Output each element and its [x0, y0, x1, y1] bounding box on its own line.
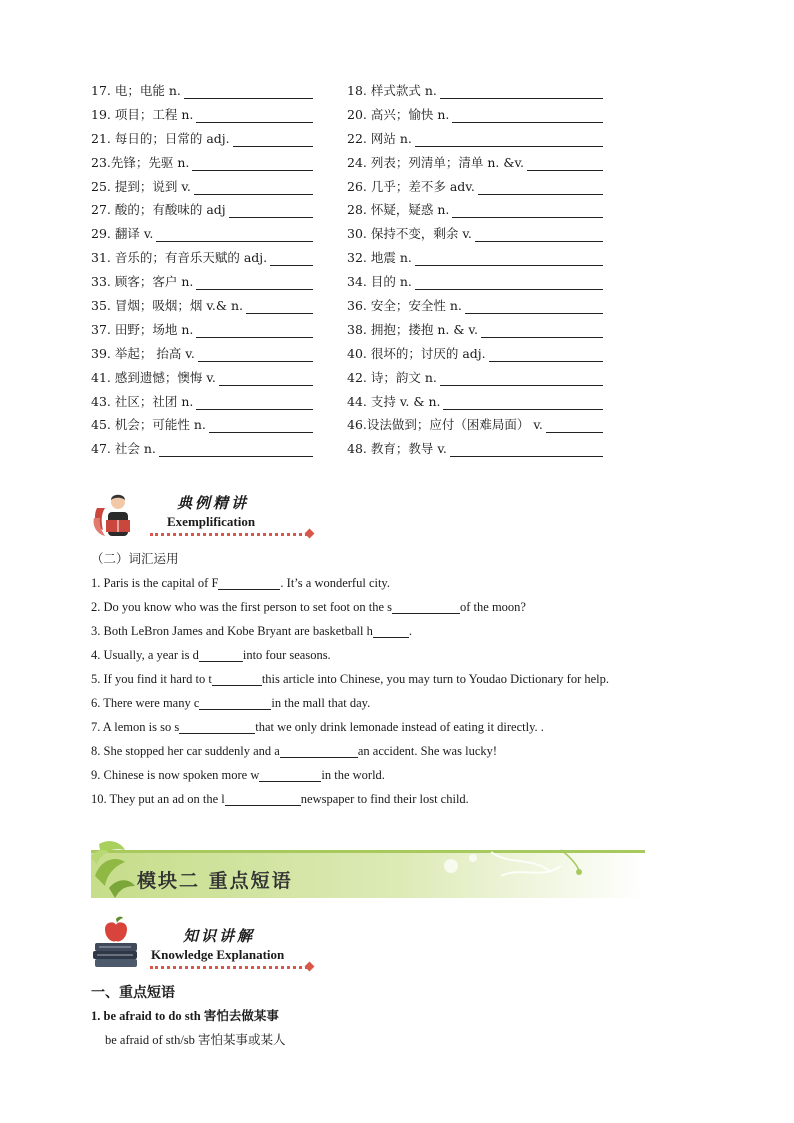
vocab-prompt: 37. 田野；场地 n.: [91, 321, 194, 337]
answer-blank[interactable]: [373, 625, 409, 638]
key-phrases-title: 一、重点短语: [91, 985, 175, 1001]
answer-blank[interactable]: [259, 769, 321, 782]
vocab-item: [347, 224, 637, 242]
answer-blank[interactable]: [270, 253, 313, 266]
vocab-prompt: 25. 提到；说到 v.: [91, 178, 191, 194]
vocab-row: [91, 245, 651, 269]
vocab-item: [91, 177, 347, 195]
vocab-prompt: 17. 电；电能 n.: [91, 82, 181, 98]
vocab-row: [91, 341, 651, 365]
knowledge-title-en: Knowledge Explanation: [151, 947, 285, 962]
vocab-row: [91, 197, 651, 221]
answer-blank[interactable]: [196, 325, 313, 338]
vocab-item: [347, 415, 637, 433]
vocab-prompt: 46.设法做到；应付（困难局面） v.: [347, 417, 543, 433]
vocab-item: [347, 344, 637, 362]
exercise-item: [91, 739, 609, 763]
answer-blank[interactable]: [198, 349, 313, 362]
exercise-text-after: .: [408, 623, 412, 638]
answer-blank[interactable]: [209, 420, 313, 433]
exercise-text-before: 9. Chinese is now spoken more w: [91, 767, 260, 782]
vocab-row: [91, 221, 651, 245]
answer-blank[interactable]: [452, 110, 603, 123]
vocab-prompt: 22. 网站 n.: [347, 130, 412, 146]
vocab-prompt: 27. 酸的；有酸味的 adj: [91, 202, 226, 218]
vocab-item: [347, 200, 637, 218]
exercise-text-after: that we only drink lemonade instead of eating it directly. .: [255, 719, 544, 734]
answer-blank[interactable]: [392, 601, 460, 614]
answer-blank[interactable]: [489, 349, 603, 362]
exercise-text-after: into four seasons.: [242, 647, 331, 662]
answer-blank[interactable]: [443, 397, 603, 410]
vocab-item: [91, 392, 347, 410]
exercise-item: [91, 787, 609, 811]
vocab-prompt: 43. 社区；社团 n.: [91, 393, 194, 409]
vocab-item: [91, 344, 347, 362]
answer-blank[interactable]: [481, 325, 603, 338]
vocab-prompt: 38. 拥抱；搂抱 n. & v.: [347, 321, 478, 337]
exercise-item: [91, 691, 609, 715]
module-banner: [91, 836, 645, 904]
vocab-item: [91, 153, 347, 171]
vocab-item: [347, 392, 637, 410]
answer-blank[interactable]: [415, 253, 603, 266]
answer-blank[interactable]: [527, 158, 603, 171]
answer-blank[interactable]: [196, 110, 313, 123]
vocab-item: [347, 439, 637, 457]
exercise-text-after: newspaper to find their lost child.: [300, 791, 469, 806]
exercise-text-after: in the world.: [321, 767, 385, 782]
vocab-prompt: 29. 翻译 v.: [91, 226, 154, 242]
answer-blank[interactable]: [179, 721, 255, 734]
vocab-row: [91, 126, 651, 150]
vocab-prompt: 30. 保持不变，剩余 v.: [347, 226, 472, 242]
vocab-prompt: 48. 教育；教导 v.: [347, 441, 447, 457]
answer-blank[interactable]: [219, 373, 313, 386]
answer-blank[interactable]: [233, 134, 313, 147]
vocab-row: [91, 174, 651, 198]
vocab-row: [91, 389, 651, 413]
exercise-text-after: this article into Chinese, you may turn to Youdao Dictionary for help.: [261, 671, 609, 686]
apple-books-icon: [91, 915, 141, 970]
vocab-item: [91, 200, 347, 218]
answer-blank[interactable]: [225, 793, 301, 806]
answer-blank[interactable]: [465, 301, 603, 314]
vocab-item: [347, 248, 637, 266]
exercise-text-before: 3. Both LeBron James and Kobe Bryant are basketball h: [91, 623, 373, 638]
exercise-text-after: an accident. She was lucky!: [357, 743, 498, 758]
answer-blank[interactable]: [478, 182, 603, 195]
vocab-item: [347, 272, 637, 290]
vocab-prompt: 42. 诗；韵文 n.: [347, 369, 437, 385]
answer-blank[interactable]: [475, 229, 603, 242]
answer-blank[interactable]: [450, 444, 603, 457]
answer-blank[interactable]: [156, 229, 313, 242]
vocab-item: [347, 81, 637, 99]
vocab-item: [347, 129, 637, 147]
exercise-item: [91, 667, 609, 691]
vocab-item: [347, 153, 637, 171]
vocab-item: [347, 368, 637, 386]
vocab-prompt: 32. 地震 n.: [347, 250, 412, 266]
vocab-prompt: 28. 怀疑，疑惑 n.: [347, 202, 450, 218]
vocab-prompt: 21. 每日的；日常的 adj.: [91, 130, 230, 146]
vocab-prompt: 33. 顾客；客户 n.: [91, 274, 194, 290]
answer-blank[interactable]: [192, 158, 313, 171]
exercise-text-after: . It’s a wonderful city.: [280, 575, 390, 590]
vocab-item: [91, 439, 347, 457]
vocab-prompt: 34. 目的 n.: [347, 274, 412, 290]
answer-blank[interactable]: [196, 277, 313, 290]
answer-blank[interactable]: [194, 182, 313, 195]
answer-blank[interactable]: [415, 134, 603, 147]
answer-blank[interactable]: [184, 86, 313, 99]
answer-blank[interactable]: [199, 697, 271, 710]
vocab-prompt: 18. 样式款式 n.: [347, 82, 437, 98]
exercise-text-before: 4. Usually, a year is d: [91, 647, 199, 662]
vocab-prompt: 31. 音乐的；有音乐天赋的 adj.: [91, 250, 268, 266]
vocab-row: [91, 365, 651, 389]
vocab-item: [91, 272, 347, 290]
answer-blank[interactable]: [159, 444, 313, 457]
exercise-text-before: 6. There were many c: [91, 695, 200, 710]
exercise-text-before: 7. A lemon is so s: [91, 719, 180, 734]
exercise-text-after: in the mall that day.: [271, 695, 371, 710]
answer-blank[interactable]: [440, 86, 603, 99]
vocab-item: [91, 368, 347, 386]
answer-blank[interactable]: [440, 373, 603, 386]
answer-blank[interactable]: [280, 745, 358, 758]
vocab-row: [91, 78, 651, 102]
vocab-item: [91, 105, 347, 123]
vocab-row: [91, 412, 651, 436]
vocab-prompt: 19. 项目；工程 n.: [91, 106, 194, 122]
vocab-prompt: 44. 支持 v. & n.: [347, 393, 441, 409]
vocab-prompt: 20. 高兴；愉快 n.: [347, 106, 450, 122]
vocab-item: [91, 296, 347, 314]
vocab-item: [91, 224, 347, 242]
vocab-prompt: 39. 举起； 抬高 v.: [91, 345, 195, 361]
answer-blank[interactable]: [218, 577, 280, 590]
vocab-row: [91, 102, 651, 126]
reader-person-icon: [91, 490, 139, 540]
vocab-row: [91, 317, 651, 341]
exercise-item: [91, 643, 609, 667]
vocab-item: [91, 320, 347, 338]
vocab-prompt: 36. 安全；安全性 n.: [347, 297, 462, 313]
exercise-text-before: 2. Do you know who was the first person to set foot on the s: [91, 599, 393, 614]
vocab-item: [91, 81, 347, 99]
exercise-text-after: of the moon?: [460, 599, 526, 614]
exercise-item: [91, 595, 609, 619]
vocab-item: [347, 177, 637, 195]
vocab-item: [91, 415, 347, 433]
answer-blank[interactable]: [212, 673, 262, 686]
answer-blank[interactable]: [546, 420, 603, 433]
vocab-grid: [91, 78, 651, 460]
vocab-prompt: 24. 列表；列清单；清单 n. &v.: [347, 154, 525, 170]
vocab-item: [347, 105, 637, 123]
vocab-row: [91, 293, 651, 317]
vocab-row: [91, 269, 651, 293]
exercise-item: [91, 763, 609, 787]
vocab-prompt: 40. 很坏的；讨厌的 adj.: [347, 345, 486, 361]
vocab-item: [347, 296, 637, 314]
exercise-item: [91, 715, 609, 739]
vocab-prompt: 45. 机会；可能性 n.: [91, 417, 206, 433]
answer-blank[interactable]: [196, 397, 313, 410]
answer-blank[interactable]: [199, 649, 243, 662]
knowledge-divider: [150, 966, 308, 969]
vocab-prompt: 47. 社会 n.: [91, 441, 156, 457]
answer-blank[interactable]: [229, 205, 313, 218]
vocab-prompt: 41. 感到遗憾；懊悔 v.: [91, 369, 216, 385]
vocab-item: [91, 248, 347, 266]
exercise-text-before: 8. She stopped her car suddenly and a: [91, 743, 280, 758]
exercise-text-before: 5. If you find it hard to t: [91, 671, 212, 686]
exercise-list: [91, 571, 609, 811]
exemplification-title-cn: 典例精讲: [177, 494, 250, 512]
answer-blank[interactable]: [415, 277, 603, 290]
exercise-text-before: 10. They put an ad on the l: [91, 791, 225, 806]
vocab-item: [91, 129, 347, 147]
vocab-prompt: 23.先锋；先驱 n.: [91, 154, 190, 170]
answer-blank[interactable]: [452, 205, 603, 218]
knowledge-title-cn: 知识讲解: [183, 927, 256, 945]
key-phrase-item: 1. be afraid to do sth 害怕去做某事: [91, 1009, 279, 1023]
vocab-row: [91, 436, 651, 460]
section-vocab-usage-label: （二）词汇运用: [91, 551, 179, 566]
exercise-item: [91, 571, 609, 595]
key-phrase-sub: be afraid of sth/sb 害怕某事或某人: [105, 1033, 286, 1047]
vocab-row: [91, 150, 651, 174]
vocab-item: [347, 320, 637, 338]
exemplification-title-en: Exemplification: [167, 514, 256, 529]
module-title: 模块二 重点短语: [137, 870, 293, 892]
exemplification-divider: [150, 533, 308, 536]
vocab-prompt: 35. 冒烟；吸烟；烟 v.& n.: [91, 297, 244, 313]
exercise-text-before: 1. Paris is the capital of F: [91, 575, 219, 590]
knowledge-header: [91, 915, 321, 970]
vocab-prompt: 26. 几乎；差不多 adv.: [347, 178, 475, 194]
exercise-item: [91, 619, 609, 643]
answer-blank[interactable]: [246, 301, 313, 314]
